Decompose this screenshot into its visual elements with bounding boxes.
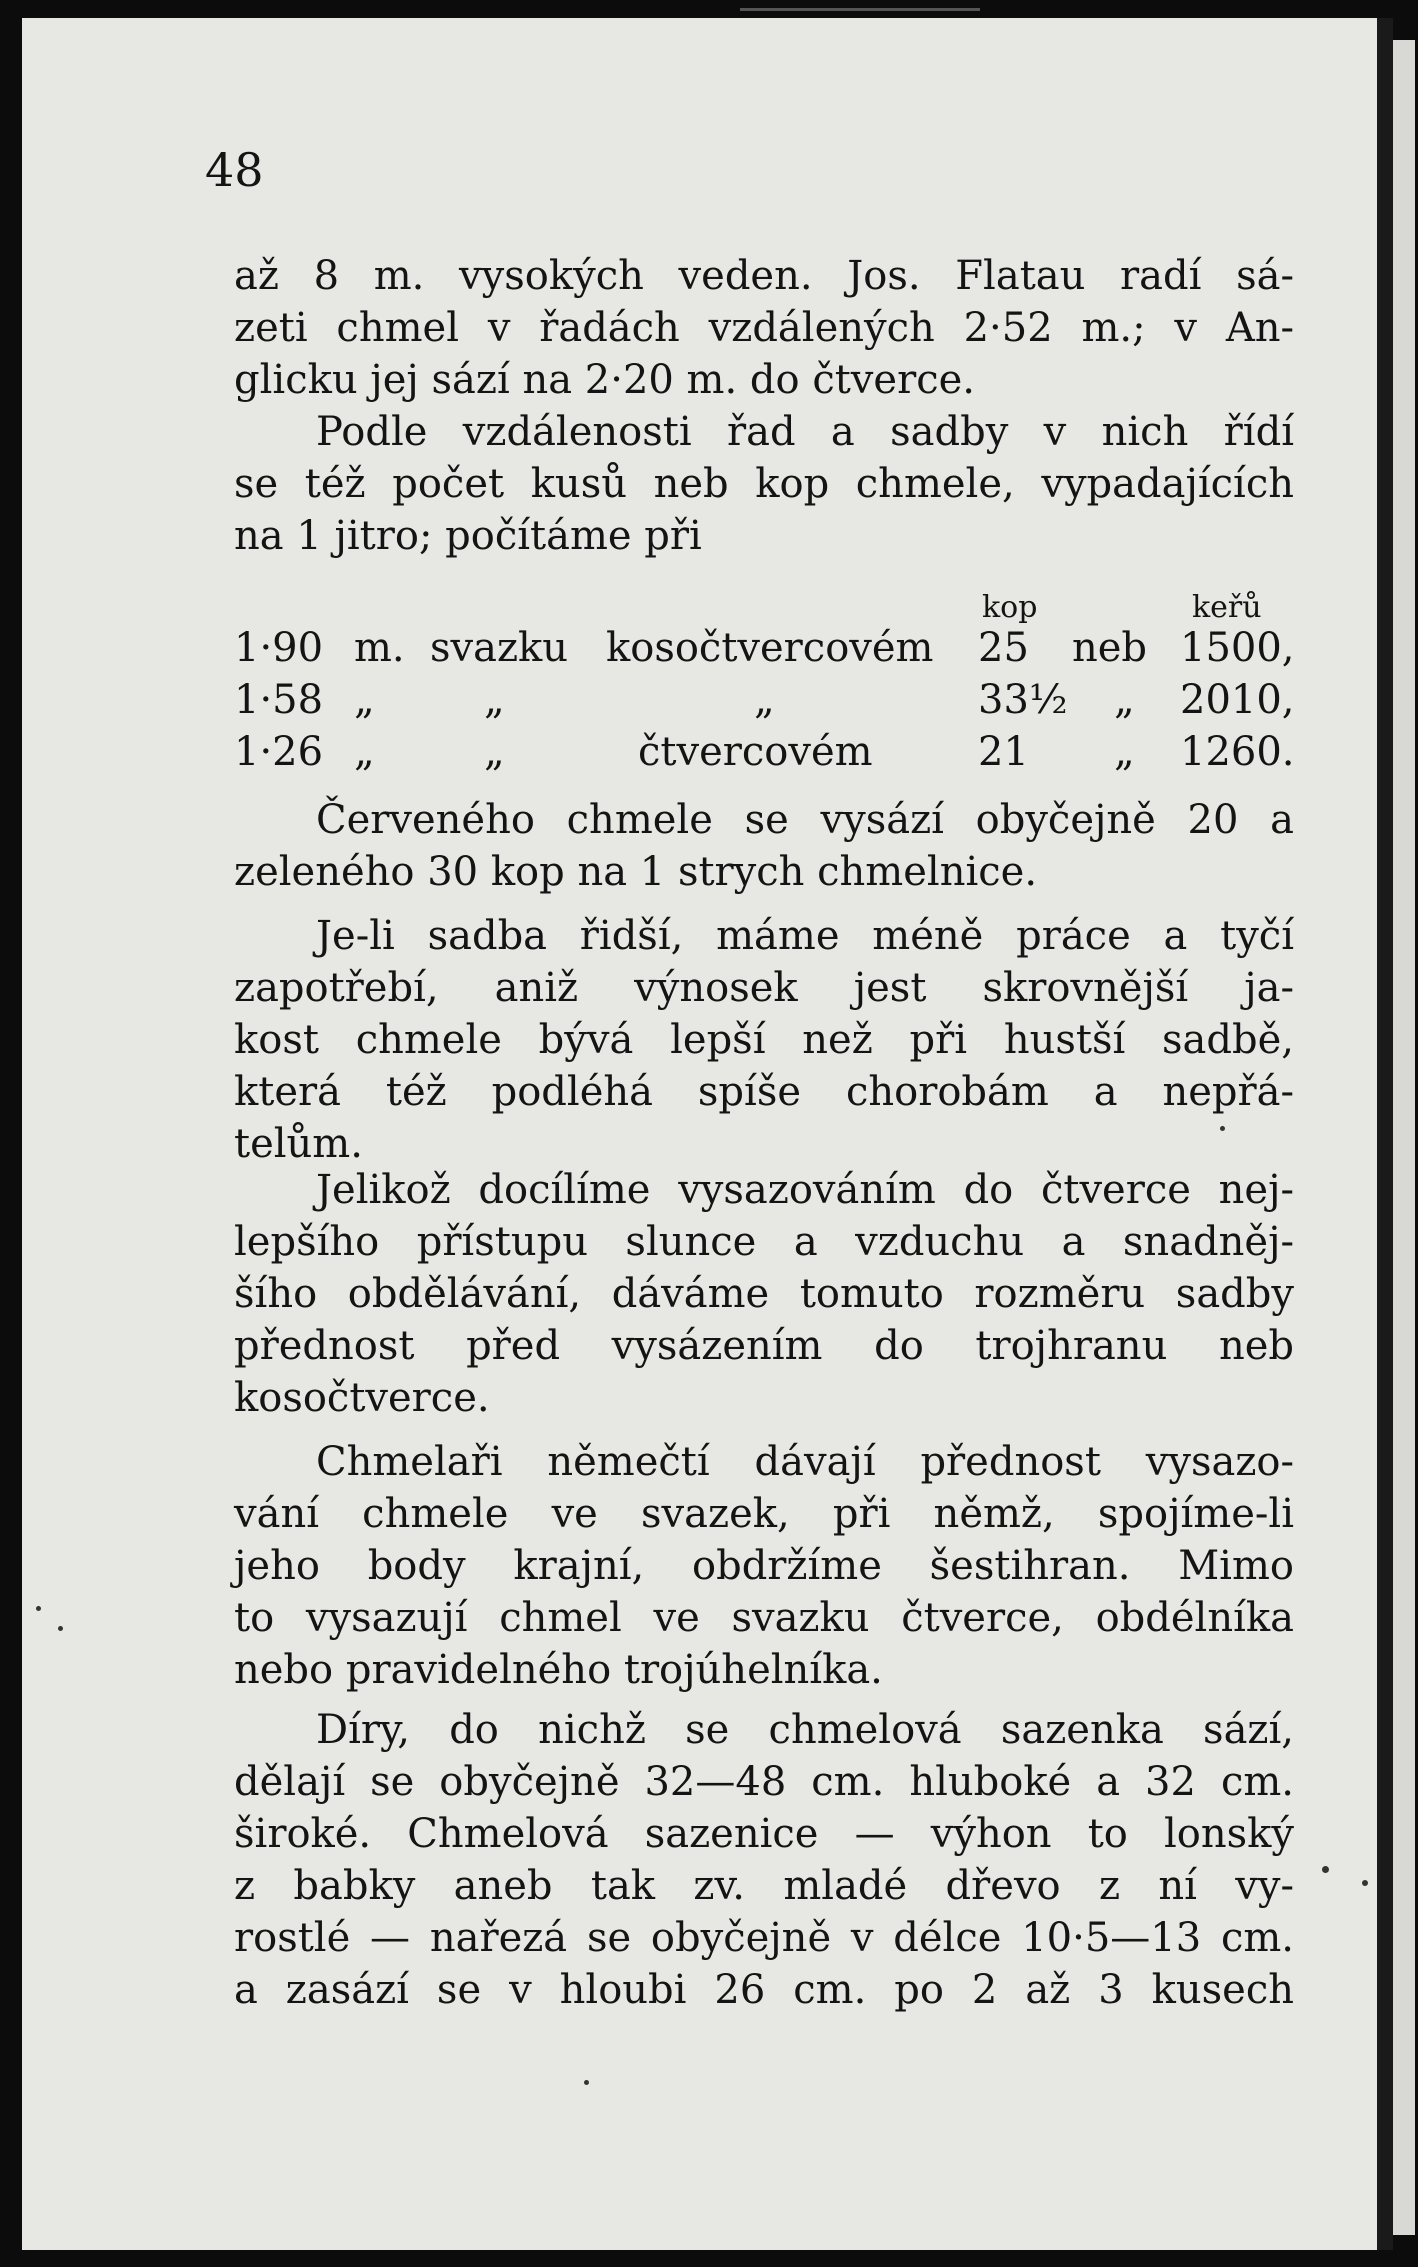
paragraph-1-line: glicku jej sází na 2·20 m. do čtverce. — [234, 357, 975, 403]
scan-speck — [1322, 1866, 1329, 1873]
book-page — [22, 18, 1377, 2250]
row-kop: 33½ — [978, 677, 1068, 723]
paragraph-4-line: Je-li sadba řidší, máme méně práce a tyčí — [316, 913, 1294, 959]
adjacent-page-edge — [1393, 40, 1415, 2235]
paragraph-5-line: přednost před vysázením do trojhranu neb — [234, 1323, 1294, 1369]
row-distance: 1·90 — [234, 625, 324, 671]
row-distance: 1·58 — [234, 677, 324, 723]
paragraph-6-line: to vysazují chmel ve svazku čtverce, obdélníka — [234, 1595, 1294, 1641]
paragraph-1-line: až 8 m. vysokých veden. Jos. Flatau radí sá- — [234, 253, 1294, 299]
row-conj: „ — [1114, 677, 1135, 723]
row-word: „ — [484, 677, 505, 723]
row-word: svazku — [430, 625, 569, 671]
paragraph-5-line: kosočtverce. — [234, 1375, 490, 1421]
paragraph-6-line: jeho body krajní, obdržíme šestihran. Mimo — [234, 1543, 1294, 1589]
row-unit: m. — [354, 625, 405, 671]
paragraph-7-line: rostlé — nařezá se obyčejně v délce 10·5—13 cm. — [234, 1915, 1294, 1961]
paragraph-7-line: Díry, do nichž se chmelová sazenka sází, — [316, 1707, 1294, 1753]
paragraph-3-line: Červeného chmele se vysází obyčejně 20 a — [316, 797, 1294, 843]
scan-speck — [1220, 1126, 1225, 1131]
paragraph-5-line: Jelikož docílíme vysazováním do čtverce nej- — [316, 1167, 1294, 1213]
paragraph-6-line: nebo pravidelného trojúhelníka. — [234, 1647, 883, 1693]
scan-speck — [1362, 1880, 1368, 1886]
page-top-rule — [740, 8, 980, 11]
scan-speck — [58, 1626, 63, 1631]
paragraph-5-line: šího obdělávání, dáváme tomuto rozměru sadby — [234, 1271, 1294, 1317]
paragraph-7-line: a zasází se v hloubi 26 cm. po 2 až 3 kusech — [234, 1967, 1294, 2013]
row-kop: 21 — [978, 729, 1029, 775]
row-conj: neb — [1072, 625, 1148, 671]
row-distance: 1·26 — [234, 729, 324, 775]
paragraph-6-line: Chmelaři němečtí dávají přednost vysazo- — [316, 1439, 1294, 1485]
row-shape: „ — [754, 677, 775, 723]
row-keru: 2010, — [1180, 677, 1295, 723]
scan-speck — [36, 1606, 41, 1611]
row-unit: „ — [354, 677, 375, 723]
paragraph-4-line: kost chmele bývá lepší než při hustší sadbě, — [234, 1017, 1294, 1063]
paragraph-5-line: lepšího přístupu slunce a vzduchu a snadněj- — [234, 1219, 1294, 1265]
paragraph-7-line: dělají se obyčejně 32—48 cm. hluboké a 32 cm. — [234, 1759, 1294, 1805]
row-unit: „ — [354, 729, 375, 775]
row-keru: 1260. — [1180, 729, 1295, 775]
row-shape: kosočtvercovém — [606, 625, 934, 671]
paragraph-2-line: se též počet kusů neb kop chmele, vypadajících — [234, 461, 1294, 507]
table-header-kop: kop — [982, 590, 1038, 625]
page-number: 48 — [205, 143, 264, 197]
row-shape: čtvercovém — [638, 729, 873, 775]
row-keru: 1500, — [1180, 625, 1295, 671]
row-word: „ — [484, 729, 505, 775]
paragraph-4-line: která též podléhá spíše chorobám a nepřá- — [234, 1069, 1294, 1115]
paragraph-7-line: z babky aneb tak zv. mladé dřevo z ní vy- — [234, 1863, 1294, 1909]
row-conj: „ — [1114, 729, 1135, 775]
planting-table — [234, 588, 1294, 788]
paragraph-4-line: zapotřebí, aniž výnosek jest skrovnější ja- — [234, 965, 1294, 1011]
table-header-keru: keřů — [1192, 590, 1262, 625]
paragraph-2-line: na 1 jitro; počítáme při — [234, 513, 702, 559]
paragraph-1-line: zeti chmel v řadách vzdálených 2·52 m.; v An- — [234, 305, 1294, 351]
paragraph-4-line: telům. — [234, 1121, 363, 1167]
paragraph-3-line: zeleného 30 kop na 1 strych chmelnice. — [234, 849, 1038, 895]
paragraph-6-line: vání chmele ve svazek, při němž, spojíme-li — [234, 1491, 1294, 1537]
paragraph-7-line: široké. Chmelová sazenice — výhon to lonský — [234, 1811, 1294, 1857]
scan-speck — [584, 2080, 589, 2085]
paragraph-2-line: Podle vzdálenosti řad a sadby v nich řídí — [316, 409, 1294, 455]
binding-gutter — [1377, 18, 1393, 2250]
row-kop: 25 — [978, 625, 1029, 671]
